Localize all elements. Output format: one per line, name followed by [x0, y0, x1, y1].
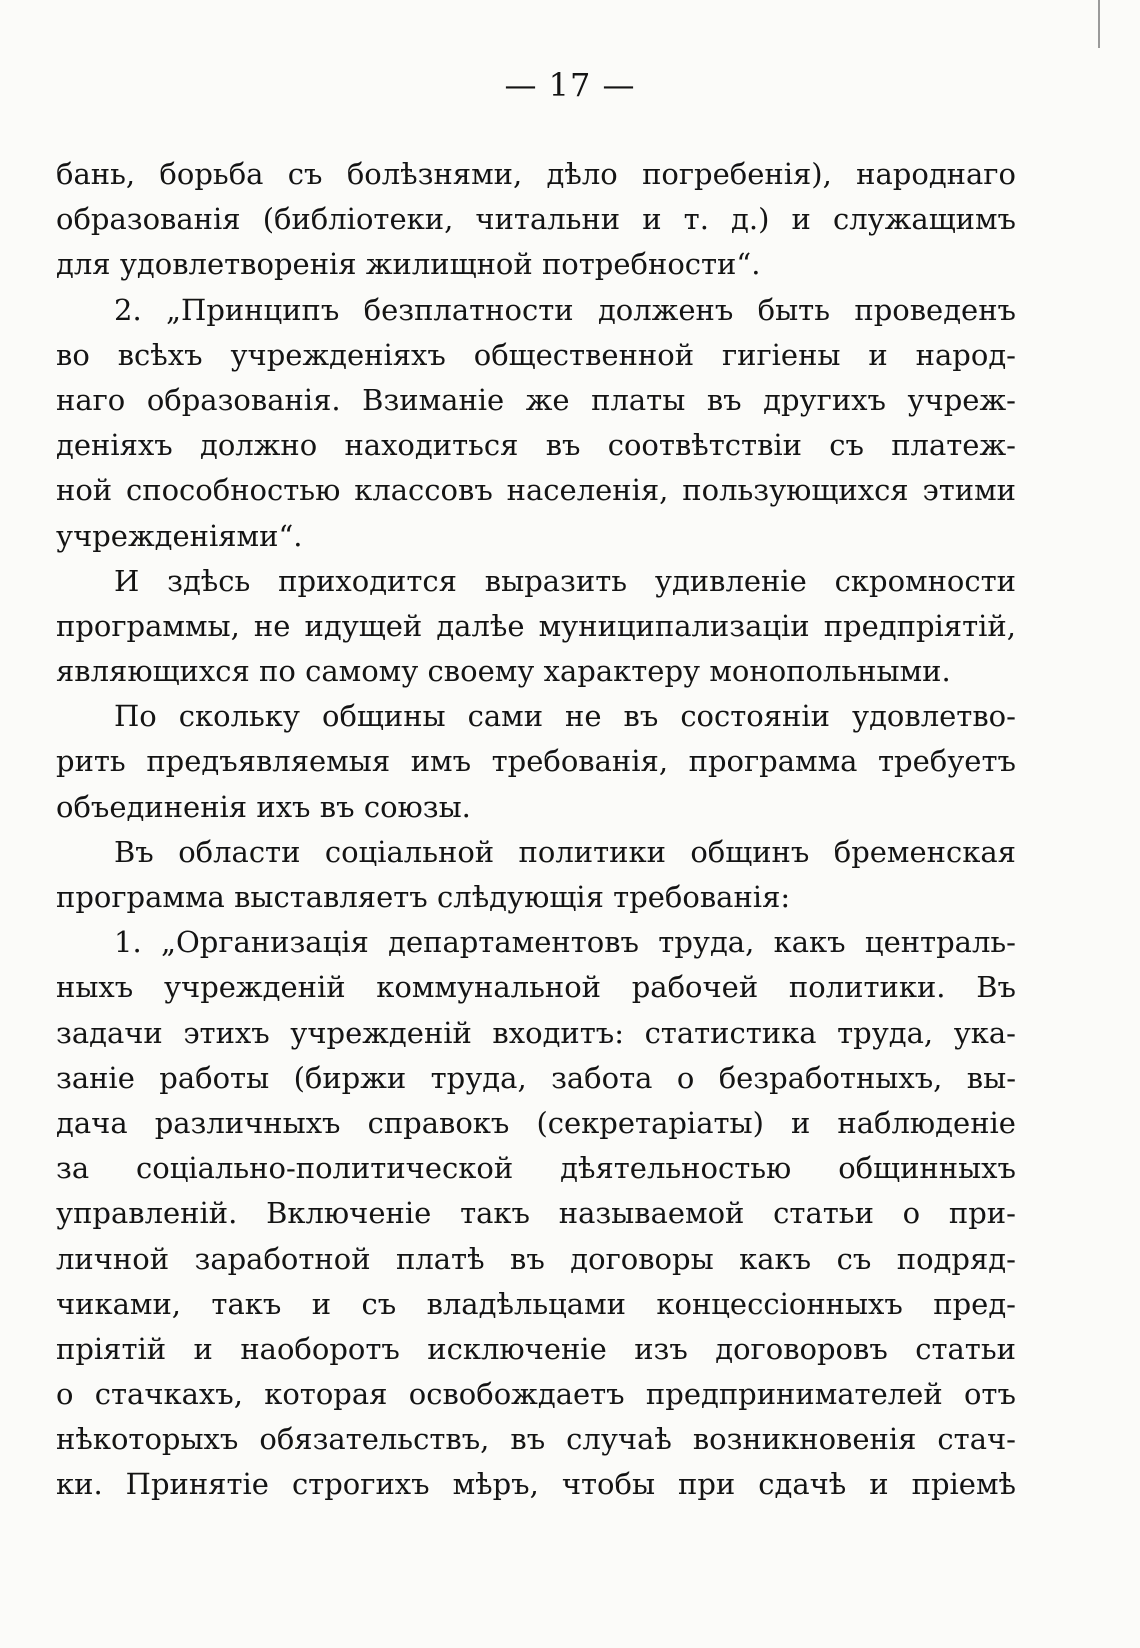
- word: требованія:: [613, 880, 791, 914]
- word: дѣятельностью: [560, 1151, 792, 1186]
- word: соціально-политической: [136, 1151, 514, 1186]
- word: удивленіе: [654, 563, 807, 598]
- word: случаѣ: [566, 1422, 672, 1457]
- word: способностью: [126, 473, 341, 508]
- word: безплатности: [363, 292, 574, 327]
- word: чиками,: [56, 1286, 182, 1321]
- word: классовъ: [354, 473, 493, 508]
- word: народ-: [915, 337, 1016, 372]
- word: не: [565, 699, 602, 734]
- word: централь-: [864, 925, 1016, 960]
- word: пред-: [933, 1286, 1016, 1321]
- word: бань,: [56, 157, 136, 191]
- word: личной: [56, 1241, 170, 1276]
- word: о: [56, 1377, 74, 1412]
- word: потребности“.: [541, 247, 761, 282]
- word: наоборотъ: [240, 1331, 400, 1366]
- word: политики: [518, 834, 666, 869]
- word: Включеніе: [266, 1196, 432, 1231]
- word: строгихъ: [291, 1467, 430, 1502]
- word: съ: [829, 428, 864, 463]
- word: подряд-: [896, 1241, 1016, 1276]
- word: учрежденій: [163, 970, 346, 1005]
- word: деніяхъ: [56, 428, 173, 463]
- word: наго: [56, 382, 126, 417]
- word: Взиманіе: [362, 382, 505, 417]
- word: общины: [321, 699, 446, 734]
- text-line: [56, 378, 1016, 423]
- word: своему: [427, 654, 535, 689]
- text-line: [56, 423, 1016, 468]
- text-line: [56, 152, 1016, 197]
- word: съ: [836, 1241, 872, 1276]
- word: владѣльцами: [426, 1286, 626, 1321]
- word: входитъ:: [492, 1015, 625, 1050]
- word: отъ: [963, 1377, 1016, 1412]
- word: требуетъ: [878, 744, 1016, 779]
- word: имъ: [410, 744, 472, 779]
- text-line: [56, 1282, 1016, 1327]
- word: служащимъ: [833, 202, 1016, 237]
- word: рить: [56, 744, 126, 779]
- word: ука-: [953, 1015, 1016, 1050]
- word: безработныхъ,: [718, 1060, 943, 1095]
- word: стач-: [937, 1422, 1016, 1457]
- word: въ: [706, 382, 742, 417]
- text-line: [56, 242, 1016, 287]
- word: по: [259, 654, 296, 689]
- word: наблюденіе: [837, 1105, 1016, 1140]
- word: бременская: [833, 834, 1016, 869]
- word: 1.: [114, 925, 142, 960]
- word: погребенія),: [642, 157, 832, 191]
- word: исключеніе: [427, 1331, 607, 1366]
- word: о: [902, 1196, 921, 1231]
- word: которая: [264, 1377, 388, 1412]
- word: предпринимателей: [645, 1377, 943, 1412]
- word: „Организація: [160, 925, 369, 960]
- word: По: [114, 699, 157, 734]
- word: (секретаріаты): [536, 1105, 764, 1140]
- word: монопольными.: [709, 654, 951, 689]
- word: съ: [361, 1286, 397, 1321]
- word: платы: [591, 382, 686, 417]
- page-number: — 17 —: [504, 66, 636, 104]
- word: здѣсь: [167, 563, 251, 598]
- word: такъ: [211, 1286, 282, 1321]
- word: слѣдующія: [437, 880, 604, 914]
- word: болѣзнями,: [346, 157, 523, 191]
- word: всѣхъ: [117, 337, 203, 372]
- text-line: [56, 1011, 1016, 1056]
- word: соціальной: [324, 834, 495, 869]
- text-line: [56, 920, 1016, 965]
- word: программа: [56, 880, 225, 914]
- word: вы-: [966, 1060, 1016, 1095]
- word: платѣ: [396, 1241, 485, 1276]
- word: общественной: [473, 337, 695, 372]
- word: называемой: [558, 1196, 745, 1231]
- text-line: [56, 333, 1016, 378]
- word: статьи: [915, 1331, 1016, 1366]
- word: борьба: [159, 157, 264, 191]
- word: сами: [467, 699, 544, 734]
- text-line: [56, 830, 1016, 875]
- text-line: [56, 1462, 1016, 1507]
- word: какъ: [773, 925, 846, 960]
- word: за: [56, 1151, 90, 1186]
- word: 2.: [114, 292, 142, 327]
- word: далѣе: [436, 608, 525, 643]
- text-line: [56, 1146, 1016, 1191]
- word: Въ: [976, 970, 1016, 1005]
- word: при: [678, 1467, 736, 1502]
- text-line: [56, 604, 1016, 649]
- word: въ: [510, 1422, 546, 1457]
- text-line: [56, 288, 1016, 333]
- word: приходится: [278, 563, 457, 598]
- word: работы: [159, 1060, 270, 1095]
- word: самому: [305, 654, 419, 689]
- word: возникновенія: [692, 1422, 917, 1457]
- word: являющихся: [56, 654, 250, 689]
- word: идущей: [304, 608, 423, 643]
- word: образованія: [56, 202, 241, 237]
- word: программы,: [56, 608, 240, 643]
- word: заработной: [194, 1241, 371, 1276]
- word: пріемѣ: [911, 1467, 1016, 1502]
- word: договоровъ: [715, 1331, 888, 1366]
- word: другихъ: [763, 382, 886, 417]
- word: состояніи: [680, 699, 830, 734]
- word: департаментовъ: [388, 925, 639, 960]
- word: не: [253, 608, 291, 643]
- word: учрежденіями“.: [56, 518, 303, 553]
- word: характеру: [543, 654, 701, 689]
- word: труда,: [837, 1015, 934, 1050]
- word: такъ: [460, 1196, 530, 1231]
- text-line: [56, 1372, 1016, 1417]
- word: „Принципъ: [166, 292, 340, 327]
- word: въ: [545, 428, 581, 463]
- word: же: [525, 382, 570, 417]
- word: дача: [56, 1105, 128, 1140]
- word: общинныхъ: [838, 1151, 1016, 1186]
- word: этими: [922, 473, 1016, 508]
- word: съ: [287, 157, 323, 191]
- word: концессіонныхъ: [656, 1286, 903, 1321]
- word: предпріятій,: [823, 608, 1016, 643]
- text-line: [56, 785, 1016, 830]
- word: статьи: [773, 1196, 874, 1231]
- word: и: [642, 202, 662, 237]
- word: въ: [623, 699, 659, 734]
- word: о: [676, 1060, 695, 1095]
- word: проведенъ: [854, 292, 1016, 327]
- text-line: [56, 649, 1016, 694]
- word: и: [311, 1286, 332, 1321]
- word: труда,: [430, 1060, 527, 1095]
- word: населенія,: [506, 473, 669, 508]
- word: программа: [688, 744, 858, 779]
- word: выставляетъ: [234, 880, 428, 914]
- word: и: [193, 1331, 213, 1366]
- text-line: [56, 965, 1016, 1010]
- word: и: [868, 337, 888, 372]
- word: выразить: [484, 563, 628, 598]
- word: труда,: [658, 925, 755, 960]
- word: должно: [199, 428, 318, 463]
- word: Принятіе: [125, 1467, 269, 1502]
- word: коммунальной: [376, 970, 601, 1005]
- word: ки.: [56, 1467, 103, 1502]
- word: И: [114, 563, 140, 598]
- word: при-: [948, 1196, 1016, 1231]
- word: ныхъ: [56, 970, 134, 1005]
- word: ихъ: [256, 789, 311, 824]
- word: скромности: [834, 563, 1016, 598]
- word: учреж-: [907, 382, 1016, 417]
- word: учрежденіяхъ: [230, 337, 446, 372]
- word: т.: [683, 202, 709, 237]
- word: статистика: [644, 1015, 817, 1050]
- word: стачкахъ,: [94, 1377, 243, 1412]
- word: Въ: [114, 834, 154, 869]
- word: для: [56, 247, 111, 282]
- word: задачи: [56, 1015, 163, 1050]
- word: сдачѣ: [758, 1467, 847, 1502]
- word: заніе: [56, 1060, 135, 1095]
- word: чтобы: [561, 1467, 656, 1502]
- word: долженъ: [597, 292, 734, 327]
- word: муниципализаціи: [538, 608, 810, 643]
- word: и: [791, 1105, 811, 1140]
- text-line: [56, 197, 1016, 242]
- word: нѣкоторыхъ: [56, 1422, 239, 1457]
- word: соотвѣтствіи: [607, 428, 803, 463]
- word: забота: [551, 1060, 653, 1095]
- word: области: [178, 834, 301, 869]
- body-text: [56, 152, 1016, 1508]
- word: общинъ: [690, 834, 810, 869]
- text-line: [56, 739, 1016, 784]
- text-line: [56, 1417, 1016, 1462]
- text-line: [56, 1237, 1016, 1282]
- word: справокъ: [367, 1105, 510, 1140]
- word: этихъ: [183, 1015, 270, 1050]
- text-line: [56, 1327, 1016, 1372]
- word: мѣръ,: [452, 1467, 539, 1502]
- word: союзы.: [363, 789, 471, 824]
- word: удовлетво-: [852, 699, 1016, 734]
- word: читальни: [475, 202, 621, 237]
- text-line: [56, 694, 1016, 739]
- word: (биржи: [293, 1060, 407, 1095]
- word: пользующихся: [682, 473, 909, 508]
- text-line: [56, 875, 1016, 920]
- text-line: [56, 468, 1016, 513]
- text-line: [56, 1056, 1016, 1101]
- word: какъ: [739, 1241, 812, 1276]
- word: обязательствъ,: [259, 1422, 490, 1457]
- word: различныхъ: [154, 1105, 341, 1140]
- word: учрежденій: [290, 1015, 472, 1050]
- word: быть: [757, 292, 831, 327]
- word: предъявляемыя: [146, 744, 391, 779]
- word: пріятій: [56, 1331, 167, 1366]
- text-line: [56, 1101, 1016, 1146]
- word: и: [869, 1467, 889, 1502]
- word: жилищной: [365, 247, 533, 282]
- word: гигіены: [721, 337, 841, 372]
- page-edge-mark: [1098, 0, 1100, 48]
- word: требованія,: [491, 744, 669, 779]
- word: освобождаетъ: [408, 1377, 625, 1412]
- word: управленій.: [56, 1196, 238, 1231]
- word: удовлетворенія: [119, 247, 357, 282]
- text-line: [56, 514, 1016, 559]
- text-line: [56, 1191, 1016, 1236]
- word: д.): [731, 202, 770, 237]
- text-line: [56, 559, 1016, 604]
- word: объединенія: [56, 789, 248, 824]
- word: политики.: [788, 970, 946, 1005]
- word: дѣло: [546, 157, 618, 191]
- word: ной: [56, 473, 113, 508]
- word: (библіотеки,: [262, 202, 454, 237]
- word: рабочей: [631, 970, 759, 1005]
- word: договоры: [570, 1241, 714, 1276]
- word: находиться: [344, 428, 519, 463]
- word: народнаго: [856, 157, 1016, 191]
- word: въ: [510, 1241, 545, 1276]
- word: скольку: [178, 699, 300, 734]
- word: платеж-: [891, 428, 1016, 463]
- word: изъ: [634, 1331, 688, 1366]
- word: во: [56, 337, 90, 372]
- word: образованія.: [146, 382, 341, 417]
- word: и: [791, 202, 811, 237]
- word: въ: [319, 789, 355, 824]
